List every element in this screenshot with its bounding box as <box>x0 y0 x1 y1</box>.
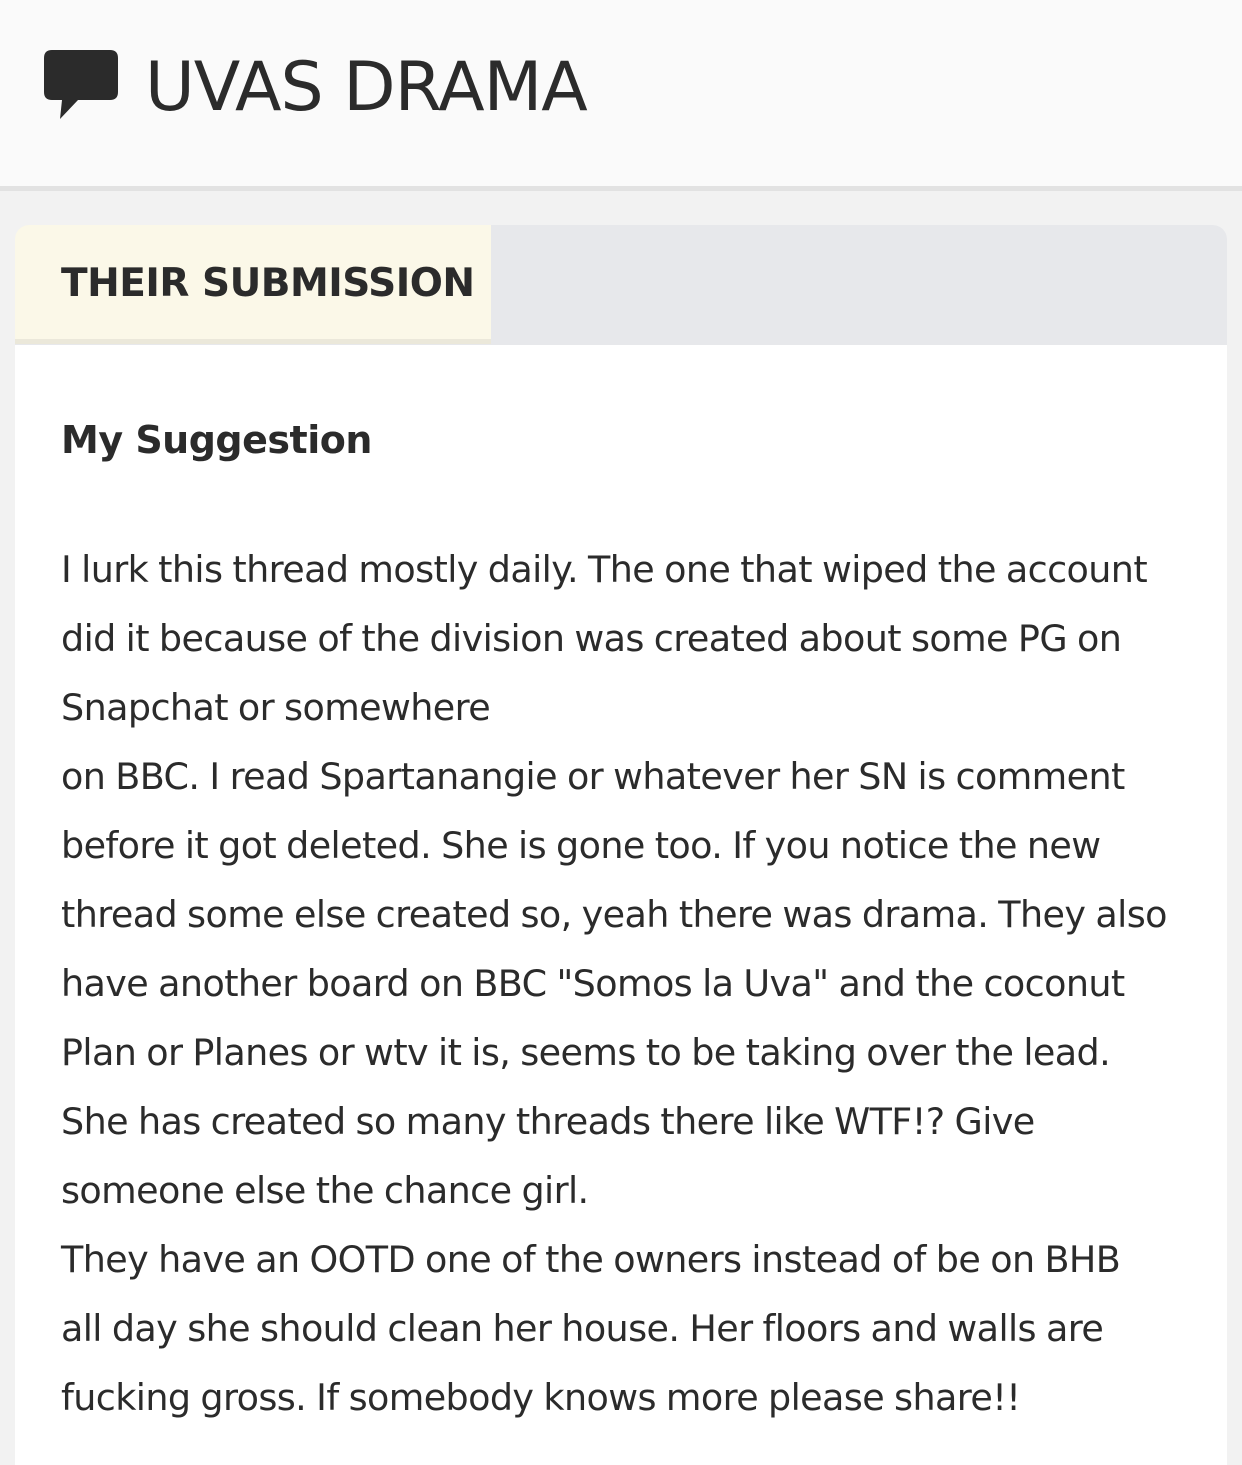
body-line: someone else the chance girl. <box>61 1169 589 1212</box>
body-line: I lurk this thread mostly daily. The one that wiped the account <box>61 548 1148 591</box>
body-line: all day she should clean her house. Her floors and walls are <box>61 1307 1104 1350</box>
app-header <box>0 0 1242 191</box>
body-line: before it got deleted. She is gone too. If you notice the new <box>61 824 1101 867</box>
page-title: UVAS DRAMA <box>145 48 587 127</box>
submission-body <box>61 535 1201 1432</box>
tab-label: THEIR SUBMISSION <box>61 261 475 306</box>
body-line: She has created so many threads there like WTF!? Give <box>61 1100 1035 1143</box>
body-line: have another board on BBC "Somos la Uva" and the coconut <box>61 962 1125 1005</box>
body-line: Plan or Planes or wtv it is, seems to be taking over the lead. <box>61 1031 1111 1074</box>
chat-bubble-icon <box>44 50 118 120</box>
body-line: did it because of the division was created about some PG on <box>61 617 1122 660</box>
body-line: Snapchat or somewhere <box>61 686 491 729</box>
body-line: thread some else created so, yeah there was drama. They also <box>61 893 1167 936</box>
body-line: on BBC. I read Spartanangie or whatever her SN is comment <box>61 755 1125 798</box>
body-line: They have an OOTD one of the owners instead of be on BHB <box>61 1238 1121 1281</box>
tab-bar <box>15 225 1227 345</box>
submission-card <box>15 225 1227 1465</box>
submission-heading: My Suggestion <box>61 418 372 462</box>
tab-their-submission[interactable] <box>15 225 491 344</box>
body-line: fucking gross. If somebody knows more please share!! <box>61 1376 1021 1419</box>
